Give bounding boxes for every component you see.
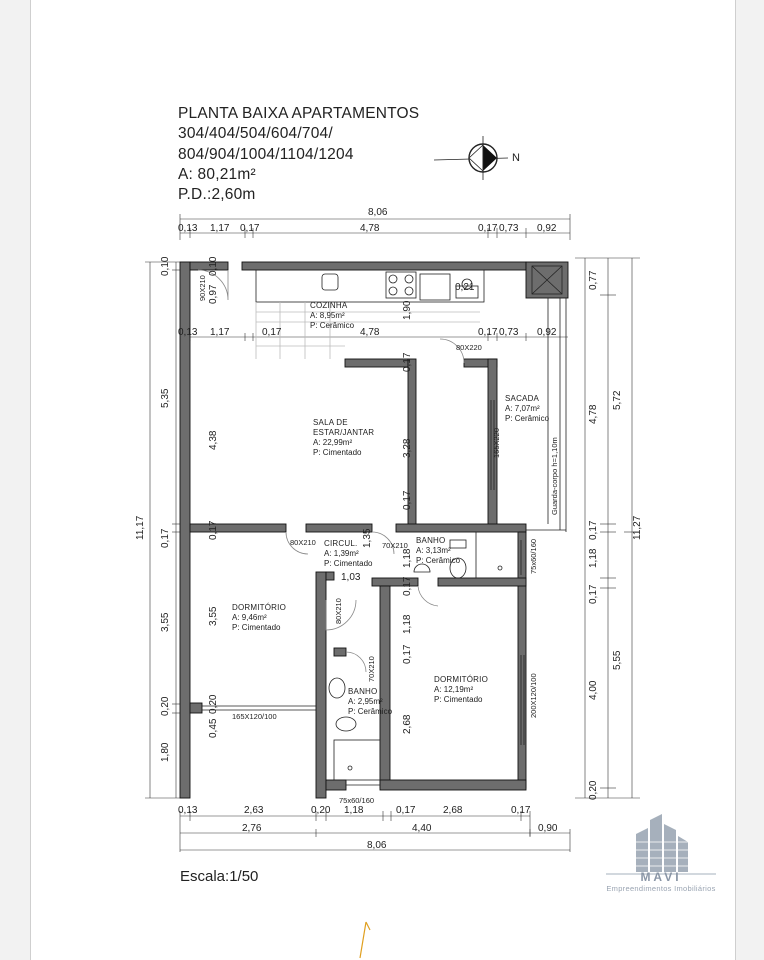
dim-right-i: 0,20 [588,780,599,800]
dim-right-f: 0,17 [588,584,599,604]
dim-int-017a: 0,17 [402,352,413,372]
logo-name: MAVI [640,870,682,884]
dim-mid-d: 4,78 [360,327,380,338]
dim-bot-f: 2,68 [443,805,463,816]
dim-int-135: 1,35 [362,528,373,548]
window-75x60-b-label: 75x60/160 [339,796,375,805]
room-banho1-area: A: 3,13m² [416,546,451,555]
dim-bot2-b: 4,40 [412,823,432,834]
dim-left-d: 3,55 [160,612,171,632]
scale-label: Escala:1/50 [180,868,259,885]
door-90x210-label: 90X210 [198,275,207,301]
dim-left-total: 11,17 [135,515,146,540]
sacada-guard-note: Guarda-corpo h=1,10m [550,437,559,515]
room-dorm1-area: A: 9,46m² [232,613,267,622]
room-sacada-area: A: 7,07m² [505,404,540,413]
title-ceiling-height: P.D.:2,60m [178,186,256,203]
room-sala-area: A: 22,99m² [313,438,353,447]
dim-top-f: 0,73 [499,223,519,234]
title-line-1: PLANTA BAIXA APARTAMENTOS [178,105,420,122]
window-165x120-label: 165X120/100 [232,712,277,721]
door-70x210-b-label: 70X210 [367,656,376,682]
dim-right-h: 5,55 [612,650,623,670]
door-80x210-a-label: 80X210 [290,538,316,547]
dim-bot-g: 0,17 [511,805,531,816]
dim-int-190: 1,90 [402,300,413,320]
room-dorm2-floor: P: Cimentado [434,695,483,704]
title-line-2: 304/404/504/604/704/ [178,125,333,142]
dim-int-118b: 1,18 [402,614,413,634]
title-area: A: 80,21m² [178,166,256,183]
dim-mid-g: 0,92 [537,327,557,338]
dim-right-e: 1,18 [588,548,599,568]
window-200x120-label: 200X120/100 [529,673,538,718]
room-banho1-name: BANHO [416,536,446,545]
room-dorm2-name: DORMITÓRIO [434,675,488,684]
dim-right-c: 4,78 [588,404,599,424]
dim-int-268: 2,68 [402,714,413,734]
dim-int-103: 1,03 [341,572,361,583]
window-165x220-label: 165X220 [492,427,501,458]
window-75x60-a-label: 75x60/160 [529,538,538,574]
room-circul-area: A: 1,39m² [324,549,359,558]
room-banho1-floor: P: Cerâmico [416,556,461,565]
room-dorm2-area: A: 12,19m² [434,685,474,694]
dim-int-097: 0,97 [208,284,219,304]
dim-bot-a: 0,13 [178,805,198,816]
dim-mid-b: 1,17 [210,327,230,338]
north-arrow-icon [434,136,508,180]
dim-top-e: 0,17 [478,223,498,234]
room-circul-name: CIRCUL. [324,539,358,548]
dim-bot3-total: 8,06 [367,840,387,851]
room-dorm1-floor: P: Cimentado [232,623,281,632]
dim-right-d: 0,17 [588,520,599,540]
dim-int-017e: 0,17 [402,644,413,664]
dim-int-010: 0,10 [208,256,219,276]
dim-left-f: 1,80 [160,742,171,762]
dim-left-c: 0,17 [160,528,171,548]
dim-int-438: 4,38 [208,430,219,450]
dim-bot-b: 2,63 [244,805,264,816]
room-sala-name-2: ESTAR/JANTAR [313,428,375,437]
dim-right-b: 5,72 [612,390,623,410]
dim-top-d: 4,78 [360,223,380,234]
room-banho2-floor: P: Cerâmico [348,707,393,716]
dim-left-e: 0,20 [160,696,171,716]
dim-int-017b: 0,17 [402,490,413,510]
dim-mid-e: 0,17 [478,327,498,338]
dim-top-b: 1,17 [210,223,230,234]
dim-left-a: 0,10 [160,256,171,276]
dim-int-021: 0,21 [455,282,475,293]
door-80x210-b-label: 80X210 [334,598,343,624]
dim-bot-e: 0,17 [396,805,416,816]
room-cozinha-area: A: 8,95m² [310,311,345,320]
dim-int-020: 0,20 [208,694,219,714]
dim-right-g: 4,00 [588,680,599,700]
room-dorm1-name: DORMITÓRIO [232,603,286,612]
dim-int-118a: 1,18 [402,548,413,568]
dim-int-355: 3,55 [208,606,219,626]
room-sala-floor: P: Cimentado [313,448,362,457]
dim-bot2-c: 0,90 [538,823,558,834]
dim-top-a: 0,13 [178,223,198,234]
title-line-3: 804/904/1004/1104/1204 [178,146,354,163]
dim-bot2-a: 2,76 [242,823,262,834]
dim-mid-c: 0,17 [262,327,282,338]
room-banho2-name: BANHO [348,687,378,696]
dim-left-b: 5,35 [160,388,171,408]
north-label: N [512,152,520,164]
dim-mid-f: 0,73 [499,327,519,338]
dim-top-c: 0,17 [240,223,260,234]
room-banho2-area: A: 2,95m² [348,697,383,706]
dim-mid-a: 0,13 [178,327,198,338]
room-circul-floor: P: Cimentado [324,559,373,568]
room-cozinha-floor: P: Cerâmico [310,321,355,330]
dim-int-017d: 0,17 [402,576,413,596]
dim-int-045: 0,45 [208,718,219,738]
dim-int-328: 3,28 [402,438,413,458]
door-70x210-a-label: 70X210 [382,541,408,550]
door-80x220-label: 80X220 [456,343,482,352]
room-sacada-name: SACADA [505,394,540,403]
dim-top-g: 0,92 [537,223,557,234]
dim-right-a: 0,77 [588,270,599,290]
dim-top-total: 8,06 [368,207,388,218]
dim-right-total: 11,27 [632,515,643,540]
room-cozinha-name: COZINHA [310,301,348,310]
room-sala-name-1: SALA DE [313,418,348,427]
pen-mark [360,922,370,958]
room-sacada-floor: P: Cerâmico [505,414,550,423]
dim-bot-c: 0,20 [311,805,331,816]
logo-subtitle: Empreendimentos Imobiliários [606,884,716,893]
dim-int-017c: 0,17 [208,520,219,540]
dim-bot-d: 1,18 [344,805,364,816]
